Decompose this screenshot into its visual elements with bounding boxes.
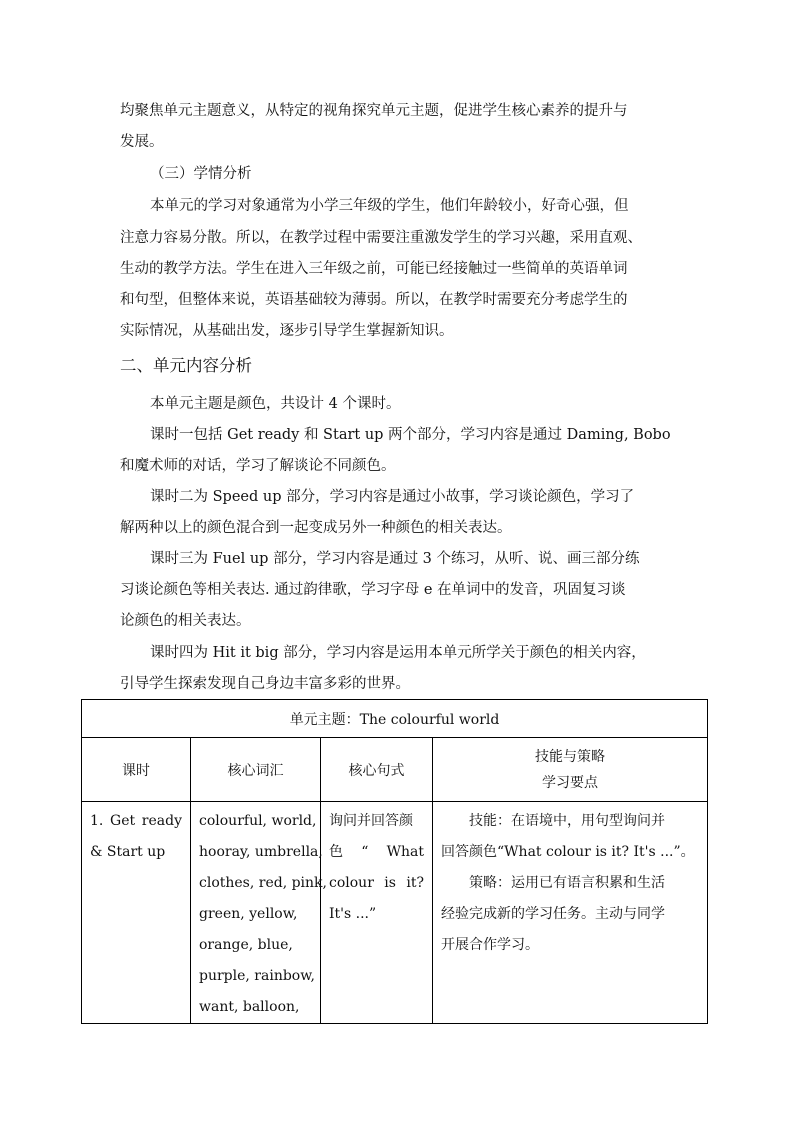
row1-lesson <box>82 802 191 1024</box>
lesson-word: Get <box>110 813 136 829</box>
paragraph-line: 发展。 <box>120 134 164 150</box>
vocab-line: green, yellow, <box>199 906 298 922</box>
paragraph-line: 论颜色的相关表达。 <box>120 613 251 629</box>
paragraph-line: 和魔术师的对话，学习了解谈论不同颜色。 <box>120 458 396 474</box>
paragraph-line: 本单元的学习对象通常为小学三年级的学生，他们年龄较小，好奇心强，但 <box>150 198 629 214</box>
header-vocab: 核心词汇 <box>191 738 321 802</box>
vocab-line: orange, blue, <box>199 937 293 953</box>
sentence-word: it? <box>406 875 424 891</box>
skills-line: 回答颜色“What colour is it? It's ...”。 <box>441 844 695 860</box>
header-sentence: 核心句式 <box>321 738 433 802</box>
vocab-line: purple, rainbow, <box>199 968 315 984</box>
header-skills <box>433 738 708 802</box>
header-skills-line1: 技能与策略 <box>535 748 606 765</box>
table-title: 单元主题：The colourful world <box>82 700 708 738</box>
sentence-word: “ <box>361 844 369 860</box>
skills-line: 策略：运用已有语言积累和生活 <box>469 875 665 891</box>
row1-skills <box>433 802 708 1024</box>
paragraph-line: 生动的教学方法。学生在进入三年级之前，可能已经接触过一些简单的英语单词 <box>120 261 628 277</box>
header-skills-line2: 学习要点 <box>542 774 599 791</box>
paragraph-line: 习谈论颜色等相关表达. 通过韵律歌，学习字母 e 在单词中的发音，巩固复习谈 <box>120 582 626 598</box>
skills-line: 技能：在语境中，用句型询问并 <box>469 813 665 829</box>
unit-table <box>81 699 708 1024</box>
skills-line: 开展合作学习。 <box>441 937 539 953</box>
row1-vocab <box>191 802 327 1024</box>
paragraph-line: 均聚焦单元主题意义，从特定的视角探究单元主题，促进学生核心素养的提升与 <box>120 103 628 119</box>
sentence-word: 色 <box>329 844 343 860</box>
lesson-line2: & Start up <box>90 844 166 860</box>
paragraph-line: 引导学生探索发现自己身边丰富多彩的世界。 <box>120 676 410 692</box>
paragraph-line: 课时二为 Speed up 部分，学习内容是通过小故事，学习谈论颜色，学习了 <box>150 489 635 505</box>
sentence-line: It's ...” <box>329 906 377 922</box>
vocab-line: clothes, red, pink, <box>199 875 327 891</box>
paragraph-line: 解两种以上的颜色混合到一起变成另外一种颜色的相关表达。 <box>120 520 512 536</box>
sentence-line: 询问并回答颜 <box>329 813 413 829</box>
paragraph-line: 课时一包括 Get ready 和 Start up 两个部分，学习内容是通过 Daming, Bobo <box>150 427 671 443</box>
vocab-line: want, balloon, <box>199 999 300 1015</box>
paragraph-line: （三）学情分析 <box>150 166 252 182</box>
lesson-number: 1. <box>90 813 104 829</box>
paragraph-line: 课时四为 Hit it big 部分，学习内容是运用本单元所学关于颜色的相关内容， <box>150 645 646 661</box>
skills-line: 经验完成新的学习任务。主动与同学 <box>441 906 665 922</box>
vocab-line: hooray, umbrella, <box>199 844 323 860</box>
header-lesson: 课时 <box>82 738 191 802</box>
paragraph-line: 课时三为 Fuel up 部分，学习内容是通过 3 个练习，从听、说、画三部分练 <box>150 551 640 567</box>
row1-sentence <box>321 802 433 1024</box>
section-heading: 二、单元内容分析 <box>120 356 252 375</box>
sentence-word: What <box>386 844 424 860</box>
paragraph-line: 和句型，但整体来说，英语基础较为薄弱。所以，在教学时需要充分考虑学生的 <box>120 292 628 308</box>
vocab-line: colourful, world, <box>199 813 317 829</box>
sentence-word: colour <box>329 875 374 891</box>
sentence-word: is <box>384 875 396 891</box>
paragraph-line: 实际情况，从基础出发，逐步引导学生掌握新知识。 <box>120 323 454 339</box>
paragraph-line: 本单元主题是颜色，共设计 4 个课时。 <box>150 396 401 412</box>
paragraph-line: 注意力容易分散。所以，在教学过程中需要注重激发学生的学习兴趣，采用直观、 <box>120 230 642 246</box>
lesson-word: ready <box>141 813 182 829</box>
